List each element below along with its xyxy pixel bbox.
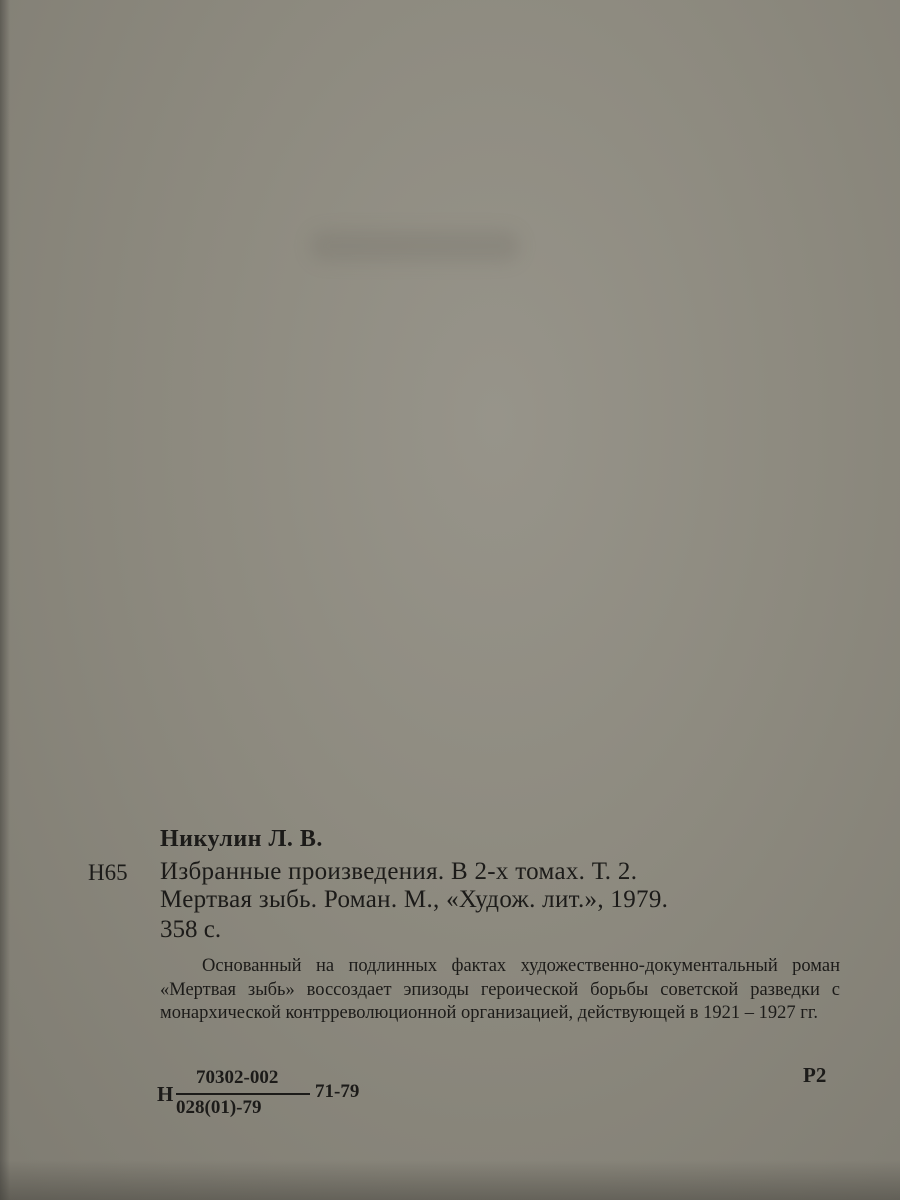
- catalog-page-count: 358 с.: [160, 916, 222, 943]
- index-suffix: 71-79: [315, 1081, 360, 1102]
- index-fraction-bar: [176, 1093, 310, 1095]
- author-code: Н65: [88, 860, 128, 885]
- bbk-code: Р2: [803, 1063, 827, 1087]
- catalog-title-line-2: Мертвая зыбь. Роман. М., «Худож. лит.», 1979.: [160, 886, 669, 913]
- catalog-author: Никулин Л. В.: [160, 826, 323, 852]
- annotation-text: Основанный на подлинных фактах художественно-документальный роман «Мертвая зыбь» воссоздает эпизоды героической борьбы советской разведки с монархической контрреволюционной организацией, действующей в 1921 – 1927 гг.: [160, 956, 840, 1023]
- page-edge-shadow: [0, 0, 10, 1200]
- index-letter: Н: [157, 1082, 174, 1106]
- annotation-paragraph: [160, 955, 840, 1026]
- paper-smudge: [310, 230, 520, 262]
- catalog-title-line-1: Избранные произведения. В 2-х томах. Т. 2.: [160, 858, 638, 885]
- index-denominator: 028(01)-79: [176, 1097, 262, 1118]
- page-bottom-shadow: [0, 1160, 900, 1200]
- index-numerator: 70302-002: [196, 1067, 279, 1088]
